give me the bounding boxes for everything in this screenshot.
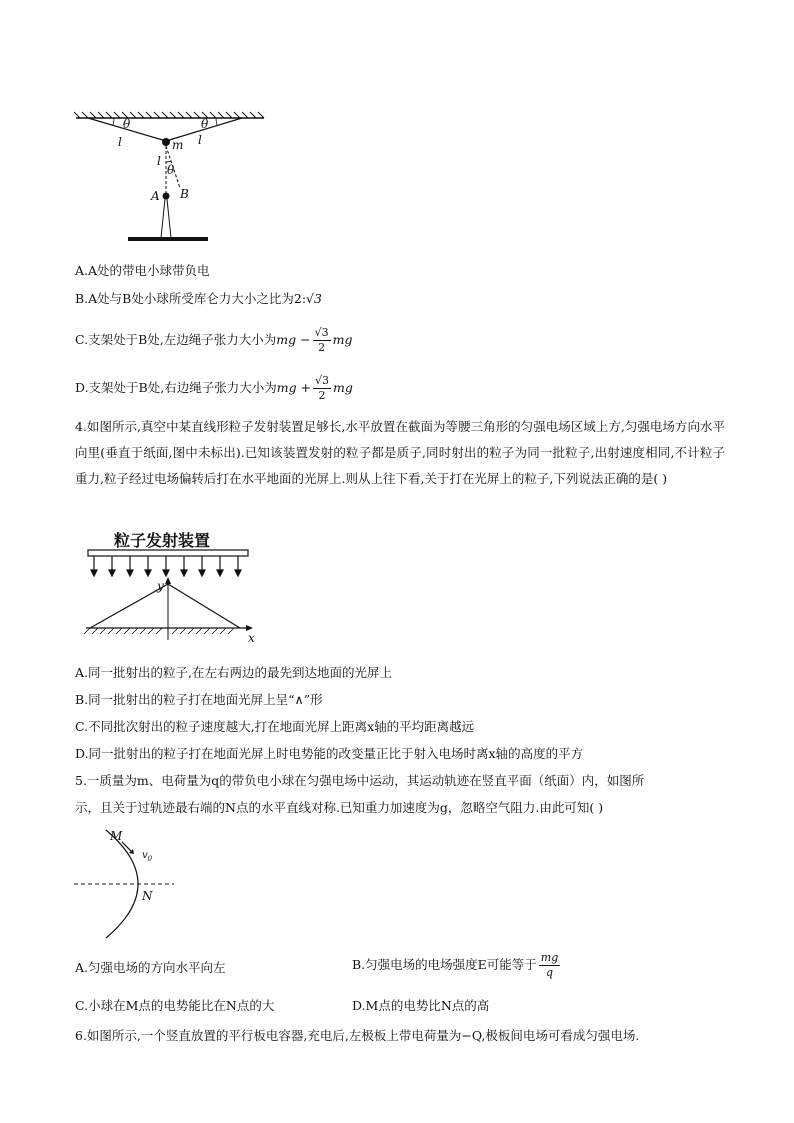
trajectory-figure — [70, 826, 190, 942]
l-left-label: l — [118, 135, 122, 149]
q3-option-b — [75, 289, 322, 309]
q5-stem-line-2: 示，且关于过轨迹最右端的N点的水平直线对称.已知重力加速度为g，忽略空气阻力.由此可知( ) — [75, 800, 604, 815]
l-right-label: l — [198, 133, 202, 147]
B-label: B — [180, 187, 189, 201]
q5-option-a: A.匀强电场的方向水平向左 — [75, 960, 226, 975]
q3-option-c — [75, 326, 352, 355]
q6-stem: 6.如图所示,一个竖直放置的平行板电容器,充电后,左极板上带电荷量为−Q,极板间电场可看成匀强电场. — [75, 1028, 640, 1043]
v-subscript: 0 — [147, 855, 153, 863]
q5-option-c: C.小球在M点的电势能比在N点的大 — [75, 998, 275, 1013]
q5-option-b-text: B.匀强电场的电场强度E可能等于 — [352, 957, 537, 972]
q5-option-b — [352, 951, 562, 980]
m-label: m — [172, 138, 184, 152]
q3-option-c-frac-den: 2 — [318, 341, 326, 354]
A-label: A — [151, 189, 160, 203]
pendulum-figure — [70, 108, 270, 248]
q3-option-c-math-post: mg — [332, 332, 353, 347]
v-symbol: v — [142, 850, 148, 861]
q3-option-c-math-pre: mg − — [276, 332, 311, 347]
q3-option-d-fraction — [313, 374, 331, 403]
v0-label — [142, 850, 153, 863]
q3-option-d-frac-num: √3 — [315, 374, 330, 387]
q3-option-c-text: C.支架处于B处,左边绳子张力大小为 — [75, 332, 277, 347]
theta-left-label: θ — [123, 117, 131, 131]
q3-option-d-math-post: mg — [333, 380, 353, 395]
q3-option-a: A.A处的带电小球带负电 — [75, 263, 210, 278]
theta-right-label: θ — [201, 117, 209, 131]
M-label: M — [110, 829, 123, 843]
emitter-title: 粒子发射装置 — [114, 531, 211, 550]
q3-option-c-frac-num: √3 — [314, 326, 329, 339]
x-axis-label: x — [248, 631, 255, 645]
theta-mid-label: θ — [167, 163, 175, 177]
q5-option-b-frac-num: mg — [540, 951, 559, 964]
particle-emitter-figure — [82, 528, 262, 646]
q4-option-b: B.同一批射出的粒子打在地面光屏上呈“∧”形 — [75, 692, 323, 707]
q3-option-d-math-pre: mg + — [276, 380, 312, 395]
q3-option-c-fraction — [313, 326, 331, 355]
q5-stem-line-1: 5.一质量为m、电荷量为q的带负电小球在匀强电场中运动，其运动轨迹在竖直平面（纸面）内，如图所 — [75, 773, 645, 788]
q4-option-a: A.同一批射出的粒子,在左右两边的最先到达地面的光屏上 — [75, 665, 392, 680]
y-axis-label: y — [157, 579, 164, 593]
l-mid-label: l — [157, 154, 161, 168]
q3-option-d — [75, 374, 353, 403]
q3-option-d-frac-den: 2 — [318, 389, 326, 402]
q5-option-b-fraction — [539, 951, 560, 980]
q4-option-c: C.不同批次射出的粒子速度越大,打在地面光屏上距离x轴的平均距离越远 — [75, 719, 475, 734]
N-label: N — [142, 889, 153, 903]
q3-option-b-math: √3 — [306, 291, 322, 306]
q5-option-b-frac-den: q — [546, 966, 554, 979]
q4-option-d: D.同一批射出的粒子打在地面光屏上时电势能的改变量正比于射入电场时离x轴的高度的平方 — [75, 746, 584, 761]
q3-option-b-text: B.A处与B处小球所受库仑力大小之比为2: — [75, 291, 307, 306]
q4-stem: 4.如图所示,真空中某直线形粒子发射装置足够长,水平放置在截面为等腰三角形的匀强电场区域上方,匀强电场方向水平向里(垂直于纸面,图中未标出).已知该装置发射的粒子都是质子,同时射出的粒子为同一批粒子,出射速度相同,不计粒子重力,粒子经过电场偏转后打在水平地面的光屏上.则从上往下看,关于打在光屏上的粒子,下列说法正确的是( ) — [75, 419, 725, 486]
q3-option-d-text: D.支架处于B处,右边绳子张力大小为 — [75, 380, 277, 395]
q5-option-d: D.M点的电势比N点的高 — [352, 998, 490, 1013]
